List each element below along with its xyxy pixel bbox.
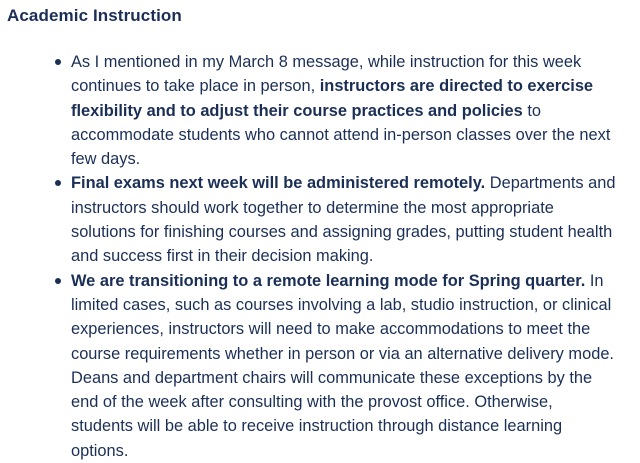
list-item-text: As I mentioned in my March 8 message, while instruction for this week continues to take place in person, <box>71 53 582 96</box>
list-item-text: to accommodate students who cannot attend in-person classes over the next few days. <box>71 101 611 169</box>
list-item-text: In limited cases, such as courses involving a lab, studio instruction, or clinical experiences, instructors will need to make accommodations to meet the course requirements whether in person or via an alternative delivery mode. Deans and department chairs will communicate these exceptions by the end of the week after consulting with the provost office. Otherwise, students will be able to receive instruction through distance learning options. <box>71 271 614 460</box>
list-item-bold-text: Final exams next week will be administered remotely. <box>71 174 486 193</box>
section-title: Academic Instruction <box>7 6 182 25</box>
list-item-text: Departments and instructors should work together to determine the most appropriate solutions for finishing courses and assigning grades, putting student health and success first in their decision making. <box>71 174 616 266</box>
bullet-dot-icon <box>55 59 61 65</box>
list-item <box>71 269 616 463</box>
list-item <box>71 50 616 171</box>
list-item-bold-text: We are transitioning to a remote learning mode for Spring quarter. <box>71 271 586 290</box>
bullet-dot-icon <box>55 278 61 284</box>
list-item <box>71 171 616 268</box>
bullet-dot-icon <box>55 180 61 186</box>
list-item-bold-text: instructors are directed to exercise flexibility and to adjust their course practices and policies <box>71 77 594 120</box>
bullet-list <box>7 50 616 463</box>
